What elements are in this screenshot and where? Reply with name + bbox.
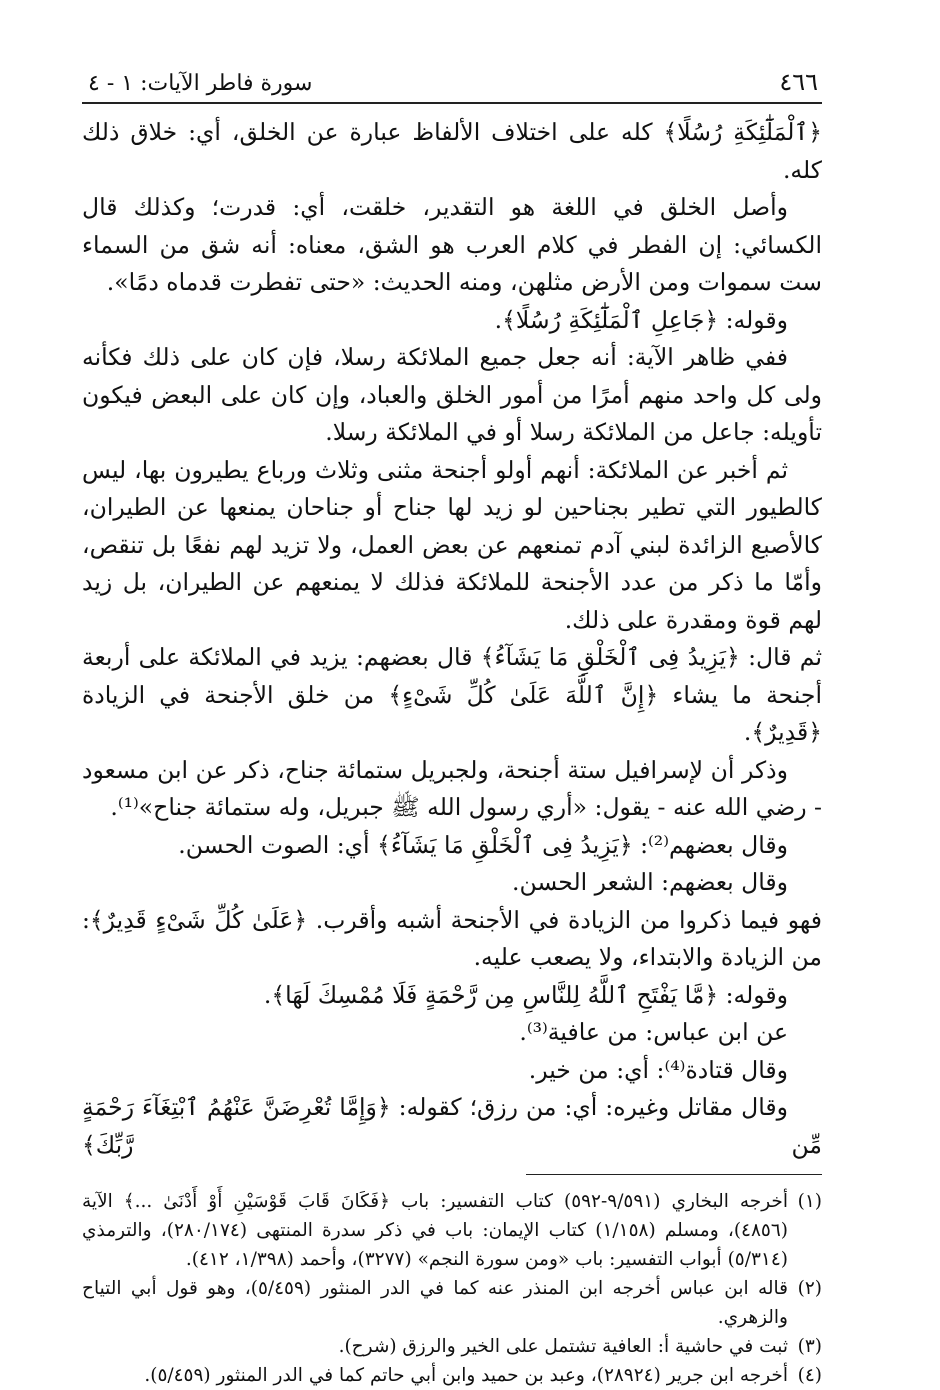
paragraph: وقوله: ﴿جَاعِلِ ٱلْمَلَٰٓئِكَةِ رُسُلًا﴾. (494, 305, 788, 334)
paragraph: عن ابن عباس: من عافية⁽³⁾. (519, 1018, 788, 1046)
footnote-number: (١) (797, 1191, 823, 1212)
footnotes (82, 1187, 822, 1390)
footnote-text: أخرجه ابن جرير (٢٨٩٢٤)، وعبد بن حميد وابن أبي حاتم كما في الدر المنثور (٥/٤٥٩). (144, 1365, 788, 1386)
paragraph: ﴿ٱلْمَلَٰٓئِكَةِ رُسُلًا﴾ كله على اختلاف الألفاظ عبارة عن الخلق، أي: خلاق ذلك كله. (82, 118, 822, 184)
page-number: ٤٦٦ (779, 68, 818, 96)
footnote (82, 1274, 822, 1332)
paragraph: وقال قتادة⁽⁴⁾: أي: من خير. (528, 1055, 788, 1084)
paragraph: وقال بعضهم⁽²⁾: ﴿يَزِيدُ فِى ٱلْخَلْقِ مَا يَشَآءُ﴾ أي: الصوت الحسن. (178, 830, 788, 859)
paragraph: فهو فيما ذكروا من الزيادة في الأجنحة أشبه وأقرب. ﴿عَلَىٰ كُلِّ شَىْءٍ قَدِيرٌ﴾: من الزيادة والابتداء، ولا يصعب عليه. (82, 905, 822, 971)
footnote (82, 1187, 822, 1274)
paragraph: ففي ظاهر الآية: أنه جعل جميع الملائكة رسلا، فإن كان على ذلك فكأنه ولى كل واحد منهم أمرًا من أمور الخلق والعباد، وإن كان على البعض فيكون تأويله: جاعل من الملائكة رسلا أو في الملائكة رسلا. (82, 343, 822, 446)
running-title: سورة فاطر الآيات: ١ - ٤ (88, 71, 313, 96)
footnote-text: ثبت في حاشية أ: العافية تشتمل على الخير والرزق (شرح). (338, 1336, 788, 1357)
footnote-number: (٤) (797, 1365, 822, 1386)
paragraph: وذكر أن لإسرافيل ستة أجنحة، ولجبريل ستمائة جناح، ذكر عن ابن مسعود - رضي الله عنه - يقول: «أري رسول الله ﷺ جبريل، وله ستمائة جناح»⁽¹⁾. (82, 755, 822, 821)
page-header (82, 56, 822, 104)
footnote-text: قاله ابن عباس أخرجه ابن المنذر عنه كما في الدر المنثور (٥/٤٥٩)، وهو قول أبي التياح والزهري. (82, 1278, 788, 1328)
paragraph: وقال مقاتل وغيره: أي: من رزق؛ كقوله: ﴿وَإِمَّا تُعْرِضَنَّ عَنْهُمُ ٱبْتِغَآءَ رَحْمَةٍ مِّن رَّبِّكَ﴾ (82, 1093, 822, 1159)
footnote (82, 1361, 822, 1390)
footnote-separator (526, 1174, 822, 1175)
paragraph: وأصل الخلق في اللغة هو التقدير، خلقت، أي: قدرت؛ وكذلك قال الكسائي: إن الفطر في كلام العرب هو الشق، معناه: أنه شق من السماء ست سموات ومن الأرض مثلهن، ومنه الحديث: «حتى تفطرت قدماه دمًا». (82, 193, 822, 296)
paragraph: وقوله: ﴿مَّا يَفْتَحِ ٱللَّهُ لِلنَّاسِ مِن رَّحْمَةٍ فَلَا مُمْسِكَ لَهَا﴾. (263, 980, 788, 1009)
main-text (82, 114, 822, 1164)
paragraph: ثم قال: ﴿يَزِيدُ فِى ٱلْخَلْقِ مَا يَشَآءُ﴾ قال بعضهم: يزيد في الملائكة على أربعة أجنحة ما يشاء ﴿إِنَّ ٱللَّهَ عَلَىٰ كُلِّ شَىْءٍ﴾ من خلق الأجنحة في الزيادة ﴿قَدِيرٌ﴾. (82, 643, 822, 746)
paragraph: ثم أخبر عن الملائكة: أنهم أولو أجنحة مثنى وثلاث ورباع يطيرون بها، ليس كالطيور التي تطير بجناحين لو زيد لها جناح أو جناحان يمنعها عن الطيران، كالأصبع الزائدة لبني آدم تمنعهم عن بعض العمل، ولا تزيد لهم نفعًا بل تنقص، وأمّا ما ذكر من عدد الأجنحة للملائكة فذلك لا يمنعهم عن الطيران، بل زيد لهم قوة ومقدرة على ذلك. (82, 455, 822, 634)
paragraph: وقال بعضهم: الشعر الحسن. (511, 868, 788, 896)
footnote-number: (٢) (797, 1278, 822, 1299)
footnote (82, 1332, 822, 1361)
footnote-number: (٣) (797, 1336, 822, 1357)
footnote-text: أخرجه البخاري (٩/٥٩١-٥٩٢) كتاب التفسير: باب ﴿فَكَانَ قَابَ قَوْسَيْنِ أَوْ أَدْنَىٰ ...﴾ الآية (٤٨٥٦)، ومسلم (١/١٥٨) كتاب الإيمان: باب في ذكر سدرة المنتهى (٢٨٠/١٧٤)، والترمذي (٥/٣١٤) أبواب التفسير: باب «ومن سورة النجم» (٣٢٧٧)، وأحمد (١/٣٩٨، ٤١٢). (82, 1191, 789, 1270)
